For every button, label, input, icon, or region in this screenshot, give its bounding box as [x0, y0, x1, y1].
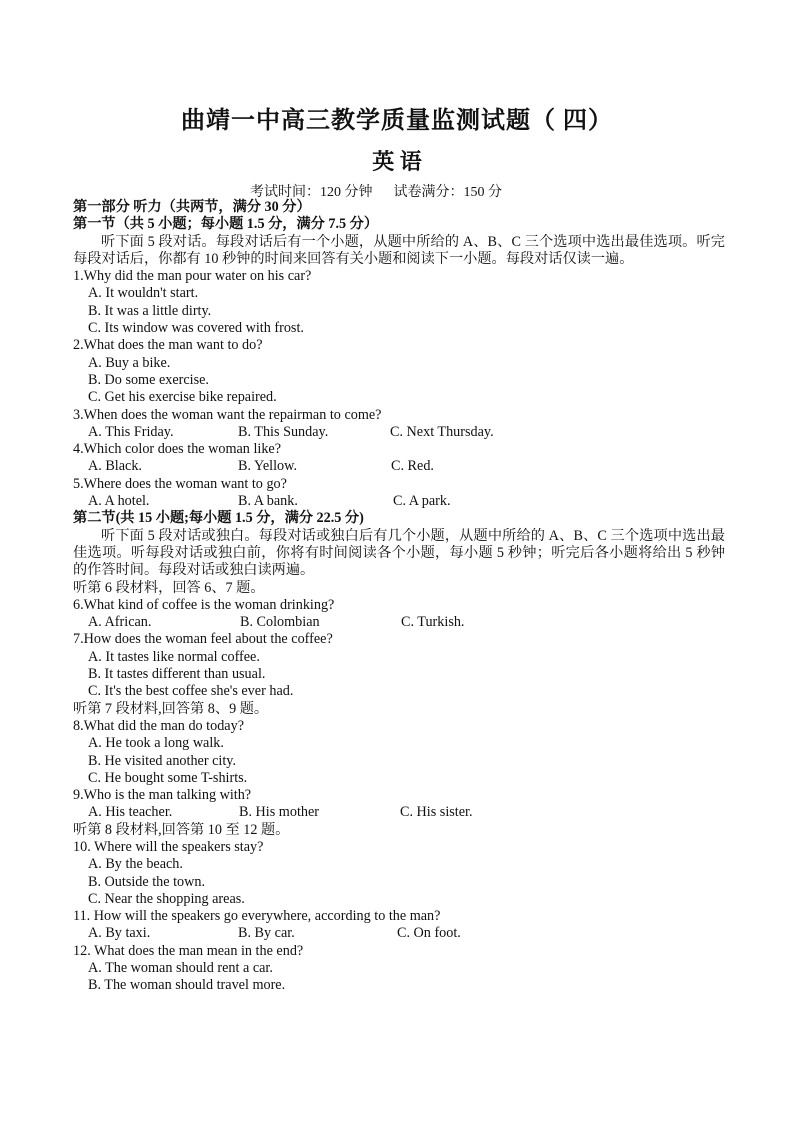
subject-title: 英 语 [372, 149, 422, 174]
question-2-option-b: B. Do some exercise. [88, 371, 209, 388]
question-11-option-b: B. By car. [238, 925, 295, 942]
question-1-option-c: C. Its window was covered with frost. [88, 320, 304, 337]
question-3-option-a: A. This Friday. [88, 423, 174, 440]
question-4-option-a: A. Black. [88, 458, 142, 475]
question-11-stem: 11. How will the speakers go everywhere, according to the man? [73, 908, 441, 925]
section2-heading: 第二节(共 15 小题;每小题 1.5 分，满分 22.5 分) [73, 510, 364, 527]
question-4-option-c: C. Red. [391, 458, 434, 475]
part1-heading: 第一部分 听力（共两节，满分 30 分） [73, 199, 311, 215]
question-2-option-c: C. Get his exercise bike repaired. [88, 389, 277, 406]
question-5-options [73, 493, 725, 510]
question-1-option-b: B. It was a little dirty. [88, 302, 212, 319]
question-8-option-a: A. He took a long walk. [88, 735, 224, 752]
question-4-stem: 4.Which color does the woman like? [73, 441, 282, 458]
question-9-options [73, 804, 725, 821]
question-6-option-c: C. Turkish. [401, 614, 465, 631]
question-9-option-c: C. His sister. [400, 804, 473, 821]
question-12-option-a: A. The woman should rent a car. [88, 960, 273, 977]
question-7-option-b: B. It tastes different than usual. [88, 666, 266, 683]
question-5-option-b: B. A bank. [238, 493, 298, 510]
question-1-option-a: A. It wouldn't start. [88, 285, 199, 302]
exam-content [73, 199, 725, 995]
question-4-options [73, 458, 725, 475]
question-9-option-a: A. His teacher. [88, 804, 173, 821]
question-1-stem: 1.Why did the man pour water on his car? [73, 268, 312, 285]
question-3-option-b: B. This Sunday. [238, 423, 329, 440]
question-6-option-a: A. African. [88, 614, 152, 631]
question-11-option-a: A. By taxi. [88, 925, 151, 942]
question-3-options [73, 424, 725, 441]
question-8-option-b: B. He visited another city. [88, 752, 237, 769]
question-5-stem: 5.Where does the woman want to go? [73, 475, 287, 492]
material-6-note: 听第 6 段材料，回答 6、7 题。 [73, 579, 265, 596]
question-8-option-c: C. He bought some T-shirts. [88, 769, 248, 786]
material-8-note: 听第 8 段材料,回答第 10 至 12 题。 [73, 821, 290, 838]
question-7-stem: 7.How does the woman feel about the coffee? [73, 631, 333, 648]
section1-heading: 第一节（共 5 小题；每小题 1.5 分，满分 7.5 分） [73, 216, 379, 233]
exam-title: 曲靖一中高三教学质量监测试题（ 四） [181, 108, 613, 134]
question-2-option-a: A. Buy a bike. [88, 354, 171, 371]
question-3-option-c: C. Next Thursday. [390, 423, 494, 440]
question-11-options [73, 925, 725, 942]
question-9-option-b: B. His mother [239, 804, 319, 821]
section1-instructions: 听下面 5 段对话。每段对话后有一个小题，从题中所给的 A、B、C 三个选项中选出最佳选项。听完每段对话后，你都有 10 秒钟的时间来回答有关小题和阅读下一小题。每段对话仅读一遍。 [73, 233, 725, 267]
question-10-option-a: A. By the beach. [88, 856, 183, 873]
question-6-stem: 6.What kind of coffee is the woman drinking? [73, 596, 335, 613]
question-2-stem: 2.What does the man want to do? [73, 337, 263, 354]
question-3-stem: 3.When does the woman want the repairman to come? [73, 406, 382, 423]
question-10-option-c: C. Near the shopping areas. [88, 890, 245, 907]
question-7-option-c: C. It's the best coffee she's ever had. [88, 683, 294, 700]
question-10-stem: 10. Where will the speakers stay? [73, 838, 264, 855]
question-11-option-c: C. On foot. [397, 925, 461, 942]
question-5-option-a: A. A hotel. [88, 493, 150, 510]
question-12-option-b: B. The woman should travel more. [88, 977, 286, 994]
question-6-options [73, 614, 725, 631]
question-9-stem: 9.Who is the man talking with? [73, 787, 252, 804]
question-6-option-b: B. Colombian [240, 614, 320, 631]
question-8-stem: 8.What did the man do today? [73, 717, 244, 734]
exam-info: 考试时间：120 分钟 试卷满分：150 分 [250, 185, 502, 200]
material-7-note: 听第 7 段材料,回答第 8、9 题。 [73, 700, 269, 717]
question-10-option-b: B. Outside the town. [88, 873, 206, 890]
question-4-option-b: B. Yellow. [238, 458, 297, 475]
question-5-option-c: C. A park. [393, 493, 451, 510]
question-7-option-a: A. It tastes like normal coffee. [88, 648, 260, 665]
question-12-stem: 12. What does the man mean in the end? [73, 942, 304, 959]
section2-instructions: 听下面 5 段对话或独白。每段对话或独白后有几个小题，从题中所给的 A、B、C 三个选项中选出最佳选项。听每段对话或独白前，你将有时间阅读各个小题，每小题 5 秒钟；听完后各小题将给出 5 秒钟的作答时间。每段对话或独白读两遍。 [73, 527, 725, 579]
